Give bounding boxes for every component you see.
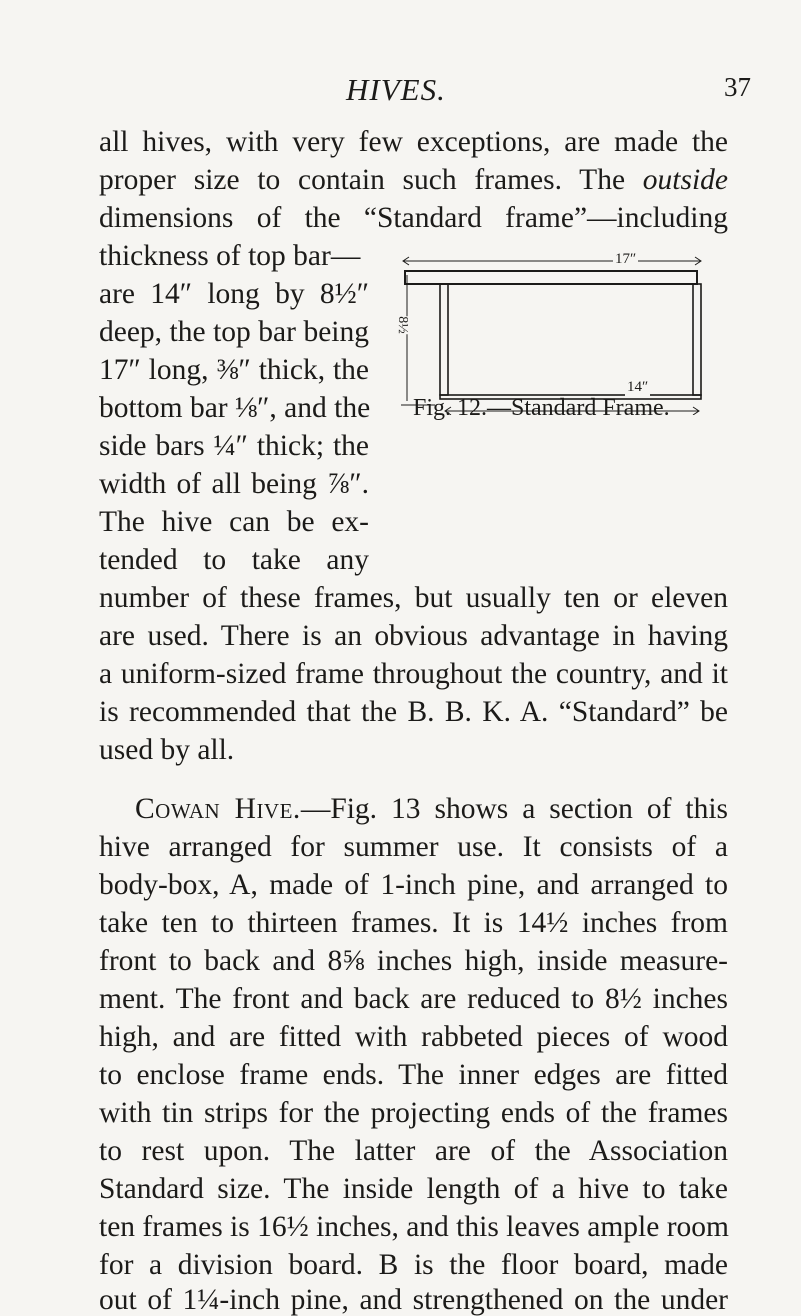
text-line: width of all being ⅞″. [99, 468, 369, 500]
figure-caption: Fig. 12.—Standard Frame. [413, 395, 670, 421]
text-line: with tin strips for the projecting ends of the frames [99, 1097, 728, 1129]
text-line [99, 162, 728, 198]
text-line: high, and are fitted with rabbeted pieces of wood [99, 1021, 728, 1053]
standard-frame-figure [394, 251, 735, 415]
text-line: dimensions of the “Standard frame”—including [99, 202, 728, 234]
text-line: all hives, with very few exceptions, are made the [99, 126, 728, 158]
text-line: to rest upon. The latter are of the Association [99, 1135, 728, 1167]
text-segment: —Fig. 13 shows a section of this [300, 793, 728, 825]
text-line: ten frames is 16½ inches, and this leaves ample room [99, 1211, 729, 1243]
text-line: thickness of top bar— [99, 240, 361, 272]
text-line: side bars ¼″ thick; the [99, 430, 369, 462]
text-line [99, 791, 728, 827]
text-line: ment. The front and back are reduced to 8½ inches [99, 983, 728, 1015]
page-header [0, 72, 801, 112]
emphasis-outside: outside [642, 164, 728, 196]
dimension-label-side: 8½ [394, 316, 410, 334]
text-line: deep, the top bar being [99, 316, 369, 348]
side-bar-left [440, 284, 448, 395]
top-bar [405, 271, 697, 284]
side-bar-right [693, 284, 701, 395]
frame-diagram [395, 255, 735, 415]
text-line: 17″ long, ⅜″ thick, the [99, 354, 369, 386]
text-line: a uniform-sized frame throughout the country, and it [99, 658, 728, 690]
dimension-label-top: 17″ [615, 251, 637, 267]
text-line: tended to take any [99, 544, 369, 576]
text-line: are used. There is an obvious advantage in having [99, 620, 728, 652]
text-line: hive arranged for summer use. It consists of a [99, 831, 728, 863]
text-segment: proper size to contain such frames. The [99, 164, 643, 196]
dimension-label-bottom: 14″ [627, 379, 649, 395]
text-line: is recommended that the B. B. K. A. “Standard” be [99, 696, 728, 728]
section-heading: Cowan Hive. [135, 793, 301, 825]
text-line: Standard size. The inside length of a hive to take [99, 1173, 728, 1205]
running-head: HIVES. [346, 72, 446, 107]
text-line: bottom bar ⅛″, and the [99, 392, 371, 424]
text-line: number of these frames, but usually ten or eleven [99, 582, 728, 614]
text-line: out of 1¼-inch pine, and strengthened on the under [99, 1284, 728, 1316]
text-line: take ten to thirteen frames. It is 14½ inches from [99, 907, 728, 939]
text-line: body-box, A, made of 1-inch pine, and arranged to [99, 869, 728, 901]
text-line: front to back and 8⅝ inches high, inside measure- [99, 945, 728, 977]
text-line: for a division board. B is the floor board, made [99, 1249, 728, 1281]
text-line: used by all. [99, 734, 235, 766]
text-line: are 14″ long by 8½″ [99, 278, 369, 310]
page-number: 37 [724, 72, 751, 102]
text-line: The hive can be ex- [99, 506, 369, 538]
text-line: to enclose frame ends. The inner edges are fitted [99, 1059, 728, 1091]
